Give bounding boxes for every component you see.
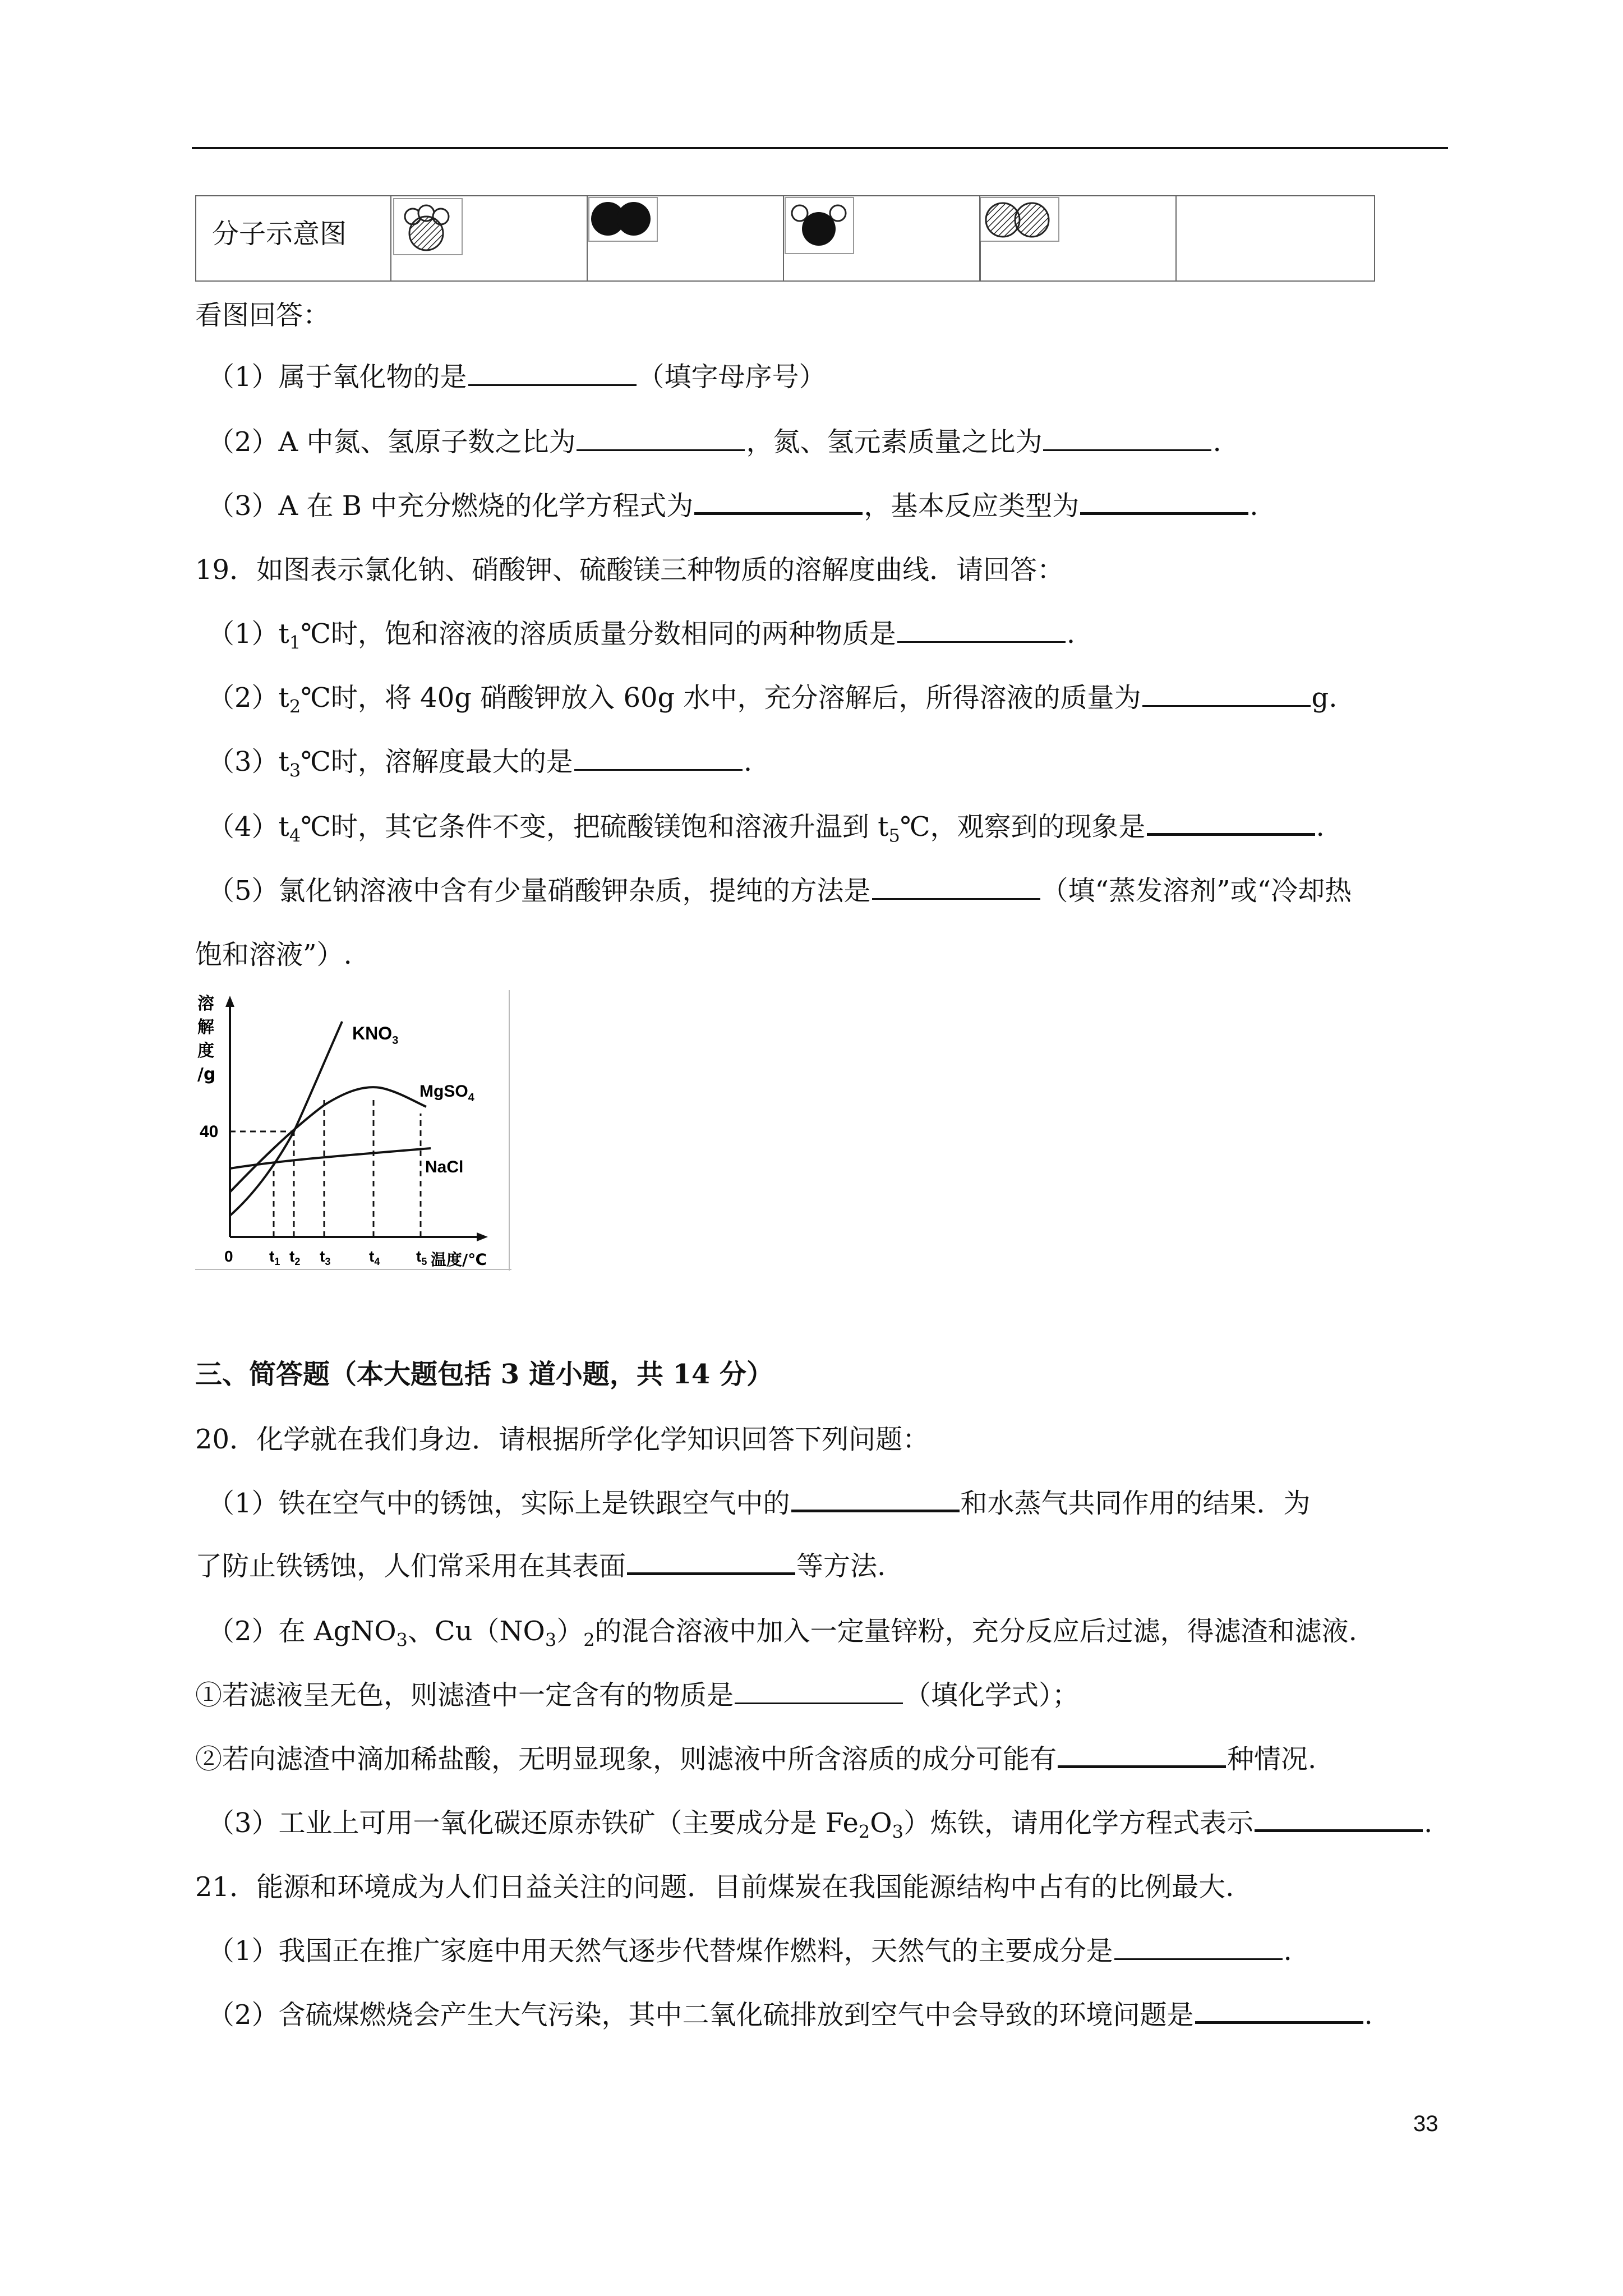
q21-p1-end: . — [1283, 1935, 1292, 1967]
answer-blank[interactable] — [577, 428, 745, 451]
q19-p5-text: （5）氯化钠溶液中含有少量硝酸钾杂质，提纯的方法是 — [208, 875, 871, 907]
q19-p1-end: . — [1066, 618, 1076, 650]
q21-p2-text: （2）含硫煤燃烧会产生大气污染，其中二氧化硫排放到空气中会导致的环境问题是 — [208, 1999, 1194, 2031]
answer-blank[interactable] — [694, 491, 863, 515]
q19-p3-text: （3）t — [208, 746, 289, 777]
y-tick-label: 40 — [200, 1122, 219, 1141]
molecule-b-cell — [588, 196, 784, 280]
answer-blank[interactable] — [872, 877, 1040, 900]
table-label: 分子示意图 — [212, 218, 347, 250]
molecule-e-cell — [1177, 196, 1373, 280]
q18-part3 — [208, 489, 1258, 523]
q20-part2a — [195, 1678, 1079, 1712]
q19-p2-text: （2）t — [208, 682, 289, 714]
series-label-kno3: $KNO_3$ — [352, 1023, 399, 1047]
q20-p2a-text: ①若滤液呈无色，则滤渣中一定含有的物质是 — [195, 1680, 734, 1711]
molecule-a-icon — [391, 196, 587, 280]
q19-p4-text2: ℃时，其它条件不变，把硫酸镁饱和溶液升温到 t — [301, 811, 889, 843]
x-tick-label: $t_4$ — [369, 1248, 380, 1267]
q20-stem: 20．化学就在我们身边．请根据所学化学知识回答下列问题： — [195, 1424, 930, 1455]
q19-p2-end: g. — [1311, 682, 1338, 714]
q20-p3-text2: ）炼铁，请用化学方程式表示 — [903, 1807, 1253, 1839]
y-axis-label — [197, 994, 215, 1084]
q18-intro: 看图回答： — [195, 300, 330, 331]
answer-blank[interactable] — [1043, 428, 1211, 451]
q20-p2b-text: ②若向滤渣中滴加稀盐酸，无明显现象，则滤液中所含溶质的成分可能有 — [195, 1743, 1057, 1775]
q18-p1-text: （1）属于氧化物的是 — [208, 361, 467, 393]
molecule-b-icon — [588, 196, 783, 280]
q20-p3-mid: O — [870, 1807, 892, 1839]
q19-p4-sub2: 5 — [888, 825, 900, 846]
q19-p4-sub: 4 — [289, 825, 301, 846]
answer-blank[interactable] — [468, 363, 637, 386]
q18-p3-end: . — [1249, 490, 1258, 522]
answer-blank[interactable] — [897, 620, 1066, 643]
q20-p2b-end: 种情况. — [1227, 1743, 1317, 1775]
table-label-cell — [196, 196, 391, 280]
q19-part5-cont: 饱和溶液”）. — [195, 939, 352, 970]
x-tick-label: $t_5$ — [416, 1248, 427, 1267]
q20-part3 — [208, 1806, 1432, 1849]
molecule-c-icon — [784, 196, 979, 280]
q21-p2-end: . — [1364, 1999, 1373, 2031]
q20-p2-end: 的混合溶液中加入一定量锌粉，充分反应后过滤，得滤渣和滤液. — [594, 1616, 1357, 1647]
y-axis-arrow — [225, 996, 234, 1007]
answer-blank[interactable] — [627, 1551, 795, 1575]
q20-p3-text: （3）工业上可用一氧化碳还原赤铁矿（主要成分是 Fe — [208, 1807, 859, 1839]
q20-p1-text3: 了防止铁锈蚀，人们常采用在其表面 — [195, 1550, 626, 1582]
q19-part1 — [208, 617, 1075, 660]
answer-blank[interactable] — [1147, 812, 1315, 836]
answer-blank[interactable] — [1114, 1937, 1283, 1960]
q18-p2-text: （2）A 中氮、氢原子数之比为 — [208, 426, 576, 458]
section3-title: 三、简答题（本大题包括 3 道小题，共 14 分） — [195, 1359, 774, 1390]
q19-part4 — [208, 810, 1325, 853]
q20-p2a-hint: （填化学式）； — [904, 1680, 1080, 1711]
answer-blank[interactable] — [1142, 684, 1311, 707]
q20-p2-mid: 、Cu（NO — [407, 1616, 545, 1647]
q18-p1-hint: （填字母序号） — [637, 361, 826, 393]
q18-p3-text2: ，基本反应类型为 — [864, 490, 1080, 522]
q20-part1 — [208, 1487, 1311, 1520]
molecule-a-cell — [391, 196, 588, 280]
series-mgso4-line — [230, 1087, 426, 1192]
x-tick-labels — [224, 1248, 427, 1267]
x-tick-label: $t_3$ — [320, 1248, 331, 1267]
molecule-d-icon — [980, 196, 1175, 280]
answer-blank[interactable] — [1058, 1744, 1226, 1768]
solubility-chart — [195, 990, 511, 1271]
q18-part2 — [208, 425, 1221, 459]
series-nacl-line — [230, 1148, 431, 1168]
q19-p3-sub: 3 — [289, 760, 301, 781]
q20-p1-text: （1）铁在空气中的锈蚀，实际上是铁跟空气中的 — [208, 1488, 790, 1519]
q20-p2-mid2: ） — [556, 1616, 584, 1647]
q21-part1 — [208, 1934, 1292, 1968]
series-label-nacl: NaCl — [425, 1158, 464, 1176]
x-tick-label: 0 — [224, 1248, 233, 1265]
q19-p3-text2: ℃时，溶解度最大的是 — [301, 746, 573, 777]
header-rule — [192, 147, 1448, 149]
y-axis-label-part: 度 — [197, 1041, 214, 1061]
molecule-c-cell — [784, 196, 980, 280]
q19-p4-text3: ℃，观察到的现象是 — [900, 811, 1146, 843]
q19-p4-text: （4）t — [208, 811, 289, 843]
q19-part3 — [208, 745, 752, 788]
q19-p3-end: . — [743, 746, 753, 777]
q21-part2 — [208, 1998, 1373, 2032]
q19-p5-hint: （填“蒸发溶剂”或“冷却热 — [1041, 875, 1352, 907]
series-label-mgso4: MgSO$_4$ — [419, 1082, 474, 1104]
q19-part2 — [208, 681, 1338, 724]
q19-part5 — [208, 874, 1352, 908]
y-axis-label-part: 溶 — [197, 994, 214, 1014]
q20-part2b — [195, 1742, 1316, 1776]
q20-p3-sub1: 2 — [858, 1821, 870, 1843]
q19-p2-sub: 2 — [289, 696, 301, 717]
q19-p1-text2: ℃时，饱和溶液的溶质质量分数相同的两种物质是 — [301, 618, 896, 650]
q19-stem: 19．如图表示氯化钠、硝酸钾、硫酸镁三种物质的溶解度曲线．请回答： — [195, 554, 1064, 586]
q18-p3-text: （3）A 在 B 中充分燃烧的化学方程式为 — [208, 490, 694, 522]
q19-p4-end: . — [1316, 811, 1325, 843]
q19-p1-text: （1）t — [208, 618, 289, 650]
q18-p2-end: . — [1212, 426, 1221, 458]
q20-p3-sub2: 3 — [892, 1821, 903, 1843]
q20-p1-text2: 和水蒸气共同作用的结果．为 — [960, 1488, 1311, 1519]
q20-p2-sub2: 3 — [545, 1629, 557, 1651]
q20-part2 — [208, 1614, 1357, 1657]
answer-blank[interactable] — [791, 1488, 960, 1512]
q18-part1 — [208, 360, 826, 394]
page-number: 33 — [1413, 2111, 1438, 2136]
x-axis-label: 温度/℃ — [431, 1250, 487, 1269]
y-axis-label-part: 解 — [197, 1018, 214, 1037]
q20-p3-end: . — [1423, 1807, 1433, 1839]
q20-p2-sub1: 3 — [396, 1629, 408, 1651]
x-tick-label: $t_2$ — [289, 1248, 301, 1267]
q19-p2-text2: ℃时，将 40g 硝酸钾放入 60g 水中，充分溶解后，所得溶液的质量为 — [301, 682, 1141, 714]
answer-blank[interactable] — [574, 748, 743, 771]
x-axis-arrow — [477, 1232, 488, 1241]
molecule-d-cell — [980, 196, 1177, 280]
q21-stem: 21．能源和环境成为人们日益关注的问题．目前煤炭在我国能源结构中占有的比例最大. — [195, 1871, 1234, 1903]
answer-blank[interactable] — [735, 1681, 903, 1704]
q20-p2-sub3: 2 — [583, 1629, 595, 1651]
x-tick-label: $t_1$ — [269, 1248, 280, 1267]
q21-p1-text: （1）我国正在推广家庭中用天然气逐步代替煤作燃料，天然气的主要成分是 — [208, 1935, 1113, 1967]
y-axis-label-part: /g — [197, 1065, 216, 1084]
q19-p1-sub: 1 — [289, 632, 301, 654]
answer-blank[interactable] — [1255, 1808, 1423, 1832]
answer-blank[interactable] — [1195, 2000, 1363, 2024]
q20-p2-text: （2）在 AgNO — [208, 1616, 396, 1647]
answer-blank[interactable] — [1080, 491, 1248, 515]
molecule-table — [195, 195, 1375, 282]
q20-p1-end: 等方法. — [796, 1550, 886, 1582]
q18-p2-text2: ，氮、氢元素质量之比为 — [746, 426, 1043, 458]
q20-part1-cont — [195, 1549, 886, 1583]
series-kno3-line — [230, 1022, 342, 1216]
